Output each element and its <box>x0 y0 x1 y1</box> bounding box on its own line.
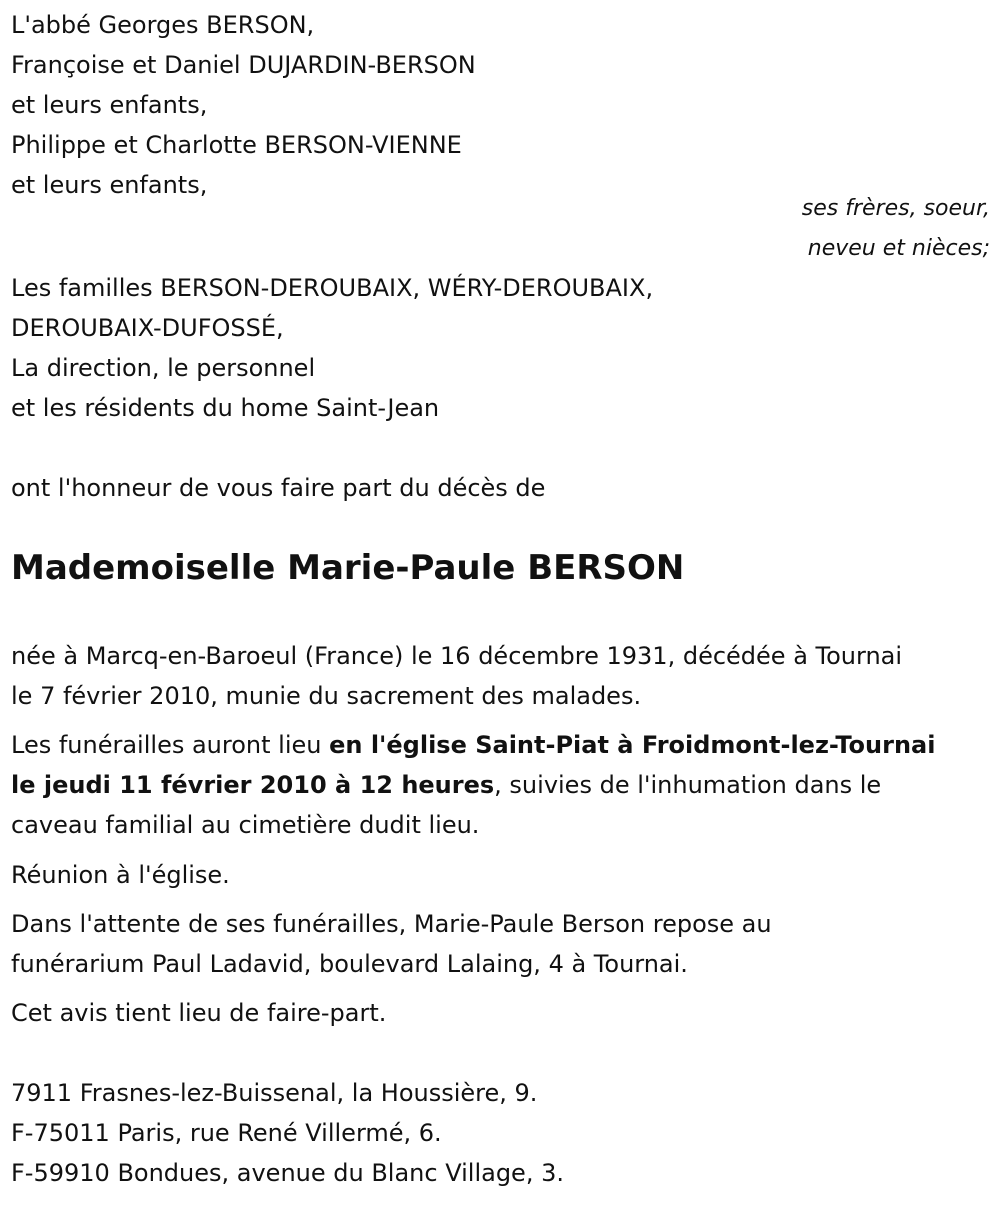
funeral-after: , suivies de l'inhumation dans le <box>494 771 882 799</box>
relation-line-2: neveu et nièces; <box>807 236 990 261</box>
funeral-line-2 <box>11 770 881 800</box>
others-line-1: Les familles BERSON-DEROUBAIX, WÉRY-DEROUBAIX, <box>11 274 654 302</box>
funeral-place: en l'église Saint-Piat à Froidmont-lez-Tournai <box>329 731 936 759</box>
birth-death-line-2: le 7 février 2010, munie du sacrement des malades. <box>11 682 642 710</box>
deceased-name: Mademoiselle Marie-Paule BERSON <box>11 548 685 588</box>
family-line-3: et leurs enfants, <box>11 91 208 119</box>
funeral-line-3: caveau familial au cimetière dudit lieu. <box>11 811 480 839</box>
notice-text: Cet avis tient lieu de faire-part. <box>11 999 387 1027</box>
others-line-2: DEROUBAIX-DUFOSSÉ, <box>11 314 284 342</box>
funeral-date: le jeudi 11 février 2010 à 12 heures <box>11 771 495 799</box>
birth-death-line-1: née à Marcq-en-Baroeul (France) le 16 décembre 1931, décédée à Tournai <box>11 642 903 670</box>
address-1: 7911 Frasnes-lez-Buissenal, la Houssière, 9. <box>11 1079 538 1107</box>
repose-line-2: funérarium Paul Ladavid, boulevard Lalaing, 4 à Tournai. <box>11 950 688 978</box>
family-line-5: et leurs enfants, <box>11 171 208 199</box>
funeral-intro: Les funérailles auront lieu <box>11 731 330 759</box>
relation-line-1: ses frères, soeur, <box>801 196 990 221</box>
address-2: F-75011 Paris, rue René Villermé, 6. <box>11 1119 442 1147</box>
announcement-text: ont l'honneur de vous faire part du décès de <box>11 474 546 502</box>
others-line-3: La direction, le personnel <box>11 354 316 382</box>
others-line-4: et les résidents du home Saint-Jean <box>11 394 440 422</box>
address-3: F-59910 Bondues, avenue du Blanc Village, 3. <box>11 1159 564 1187</box>
family-line-4: Philippe et Charlotte BERSON-VIENNE <box>11 131 462 159</box>
repose-line-1: Dans l'attente de ses funérailles, Marie-Paule Berson repose au <box>11 910 772 938</box>
funeral-line-1 <box>11 730 935 760</box>
meeting-text: Réunion à l'église. <box>11 861 230 889</box>
family-line-1: L'abbé Georges BERSON, <box>11 11 315 39</box>
family-line-2: Françoise et Daniel DUJARDIN-BERSON <box>11 51 476 79</box>
